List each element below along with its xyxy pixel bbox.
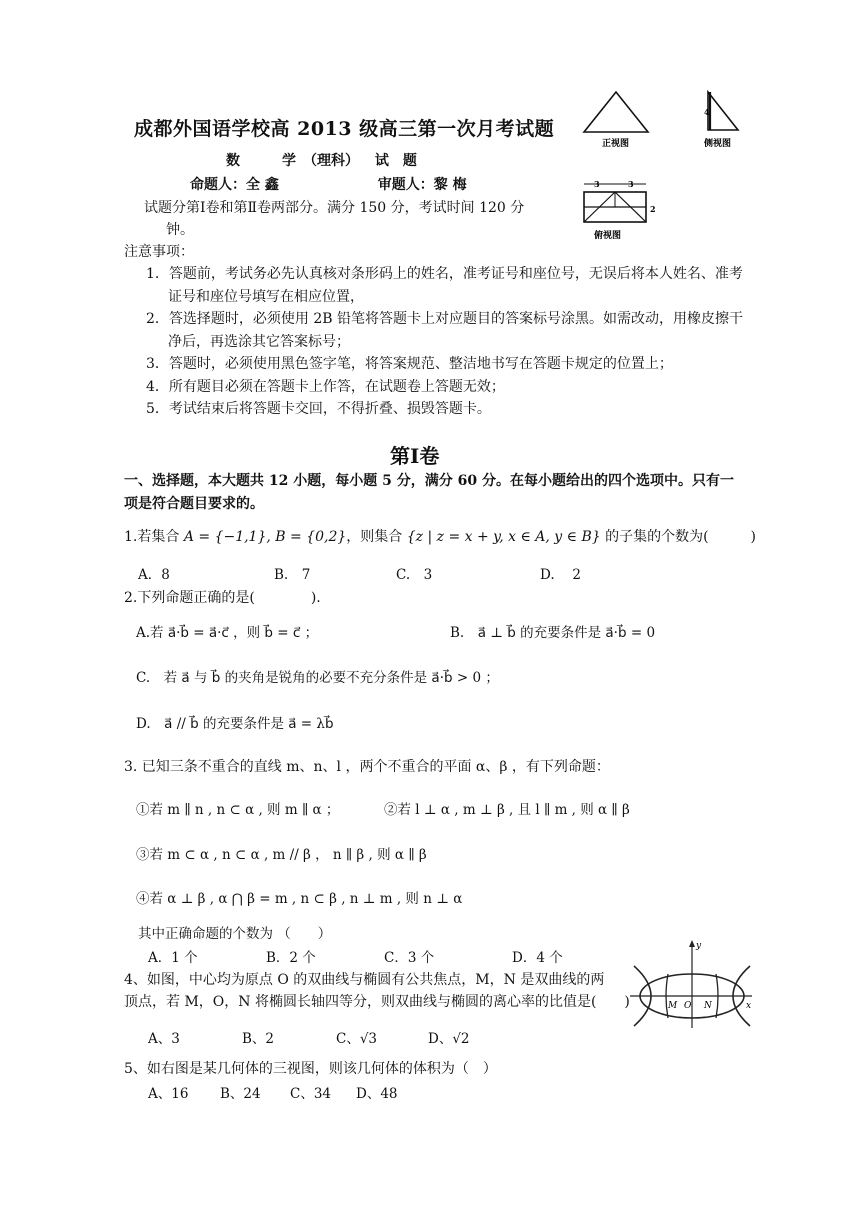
q3-prop-4: ④若 α ⊥ β , α ⋂ β = m , n ⊂ β , n ⊥ m , 则 n ⊥ α: [136, 891, 463, 907]
question-5: 5、如右图是某几何体的三视图，则该几何体的体积为（ ）: [124, 1061, 497, 1077]
q2-option-d: D. a⃗ // b⃗ 的充要条件是 a⃗ = λb⃗: [136, 716, 334, 732]
notice-item: 1．答题前，考试务必先认真核对条形码上的姓名，准考证号和座位号，无误后将本人姓名、准考证号和座位号填写在相应位置，: [146, 266, 743, 305]
q3-ask: 其中正确命题的个数为 （ ）: [138, 926, 332, 942]
notice-list: [146, 263, 746, 421]
q5-option-d: D、48: [356, 1086, 398, 1102]
q5-option-b: B、24: [220, 1086, 261, 1102]
exam-title: 成都外国语学校高 2013 级高三第一次月考试题: [134, 118, 555, 140]
q4-option-d: D、√2: [428, 1031, 470, 1047]
q3-option-c: C．3 个: [384, 950, 435, 966]
question-1: [124, 526, 756, 546]
q3-option-d: D．4 个: [512, 950, 563, 966]
notice-title: 注意事项：: [124, 244, 194, 260]
intro-line-1: 试题分第Ⅰ卷和第Ⅱ卷两部分。满分 150 分，考试时间 120 分: [144, 200, 525, 216]
q3-prop-3: ③若 m ⊂ α , n ⊂ α , m // β ， n ∥ β , 则 α ∥ β: [136, 847, 427, 863]
q1-stem-post: 的子集的个数为( ): [600, 529, 757, 545]
section-heading: 一、选择题，本大题共 12 小题，每小题 5 分，满分 60 分。在每小题给出的四个选项中。只有一项是符合题目要求的。: [124, 473, 734, 512]
notice-item: 4．所有题目必须在答题卡上作答，在试题卷上答题无效；: [146, 378, 505, 395]
q5-option-c: C、34: [290, 1086, 332, 1102]
front-view-label: 正视图: [602, 139, 630, 149]
notice-item: 3．答题时，必须使用黑色签字笔，将答案规范、整洁地书写在答题卡规定的位置上；: [146, 356, 673, 372]
q3-option-a: A．1 个: [148, 950, 198, 966]
notice-item: 5．考试结束后将答题卡交回，不得折叠、损毁答题卡。: [146, 401, 491, 417]
q3-prop-1: ①若 m ∥ n , n ⊂ α , 则 m ∥ α ；: [136, 802, 340, 818]
reviewer: 审题人：黎 梅: [377, 177, 467, 193]
q1-option-b: B. 7: [274, 567, 311, 583]
q5-option-a: A、16: [148, 1086, 189, 1102]
q3-prop-2: ②若 l ⊥ α , m ⊥ β , 且 l ∥ m , 则 α ∥ β: [384, 802, 630, 818]
q2-option-a: A.若 a⃗·b⃗ = a⃗·c⃗ ，则 b⃗ = c⃗ ；: [136, 625, 319, 641]
q1-math-sets: A = {−1,1}, B = {0,2}: [183, 529, 347, 545]
top-view-label: 俯视图: [594, 231, 622, 241]
question-4-line-1: 4、如图，中心均为原点 O 的双曲线与椭圆有公共焦点，M，N 是双曲线的两: [124, 972, 605, 988]
point-N-label: N: [704, 1001, 712, 1011]
y-axis-label: y: [696, 941, 702, 951]
q3-option-b: B．2 个: [266, 950, 316, 966]
q1-option-a: A．8: [138, 567, 170, 583]
q1-stem-mid: ，则集合: [346, 529, 407, 545]
question-4-line-2: 顶点，若 M，O，N 将椭圆长轴四等分，则双曲线与椭圆的离心率的比值是( ): [124, 994, 630, 1010]
q1-stem-pre: 1.若集合: [124, 529, 184, 545]
top-dim-2: 2: [650, 204, 656, 214]
ellipse-hyperbola-figure: [628, 938, 756, 1030]
q1-math-set-z: {z | z = x + y, x ∈ A, y ∈ B}: [406, 529, 601, 545]
exam-authors: [190, 174, 467, 194]
top-dim-3b: 3: [628, 179, 634, 189]
top-dim-3a: 3: [594, 179, 600, 189]
q4-option-a: A、3: [148, 1031, 180, 1047]
side-dim-4: 4: [704, 107, 710, 117]
front-view-triangle: [584, 92, 648, 132]
q4-option-b: B、2: [242, 1031, 275, 1047]
intro-line-2: 钟。: [166, 222, 194, 238]
exam-subtitle: 数 学 （理科） 试 题: [226, 153, 417, 169]
q2-option-c: C. 若 a⃗ 与 b⃗ 的夹角是锐角的必要不充分条件是 a⃗·b⃗ > 0 ；: [136, 670, 499, 686]
question-3: 3. 已知三条不重合的直线 m、n、l ，两个不重合的平面 α、β ，有下列命题：: [124, 759, 610, 775]
point-O-label: O: [684, 1001, 692, 1011]
notice-item: 2．答选择题时，必须使用 2B 铅笔将答题卡上对应题目的答案标号涂黑。如需改动，用橡皮擦干净后，再选涂其它答案标号；: [146, 311, 744, 350]
x-axis-label: x: [746, 1001, 752, 1011]
q1-option-c: C. 3: [396, 567, 433, 583]
q4-option-c: C、√3: [336, 1031, 378, 1047]
side-view-triangle: [708, 92, 738, 130]
author: 命题人：全 鑫: [190, 177, 279, 193]
q2-option-b: B. a⃗ ⊥ b⃗ 的充要条件是 a⃗·b⃗ = 0: [450, 625, 656, 641]
volume-title: 第Ⅰ卷: [390, 444, 440, 468]
three-views-figure: [576, 88, 756, 244]
point-M-label: M: [668, 1001, 678, 1011]
q1-option-d: D. 2: [540, 567, 582, 583]
side-view-label: 侧视图: [704, 139, 732, 149]
exam-intro: [144, 197, 584, 241]
question-2: 2.下列命题正确的是( ).: [124, 590, 321, 606]
